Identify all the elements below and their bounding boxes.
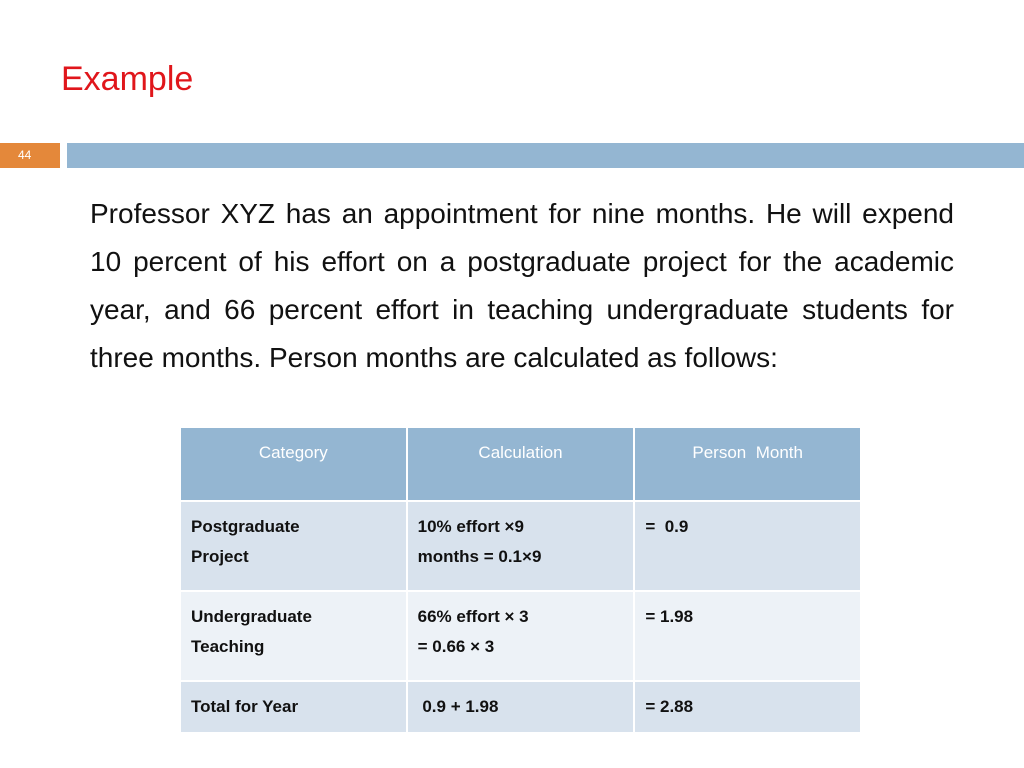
slide-title: Example (61, 60, 194, 98)
column-header-category: Category (180, 427, 407, 501)
category-line: Postgraduate (191, 517, 300, 536)
body-paragraph: Professor XYZ has an appointment for nine months. He will expend 10 percent of his effort on a postgraduate project for the academic year, and 66 percent effort in teaching undergraduate students for three months. Person months are calculated as follows: (90, 198, 954, 373)
person-month-value: = 2.88 (645, 697, 694, 716)
category-line: Teaching (191, 637, 265, 656)
calculation-line: = 0.66 × 3 (417, 637, 495, 656)
calculation-line: 66% effort × 3 (417, 607, 529, 626)
calculation-cell (407, 591, 635, 681)
calculation-line: 10% effort ×9 (417, 517, 524, 536)
table-row (180, 591, 861, 681)
table-header-row (180, 427, 861, 501)
category-cell (180, 681, 407, 733)
person-month-value: = 0.9 (645, 517, 689, 536)
table-row (180, 681, 861, 733)
calculation-cell (407, 681, 635, 733)
slide-number: 44 (0, 143, 60, 168)
table-row (180, 501, 861, 591)
calculation-line: months = 0.1×9 (417, 547, 542, 566)
category-cell (180, 501, 407, 591)
person-month-cell (634, 501, 861, 591)
category-line: Undergraduate (191, 607, 312, 626)
category-line: Project (191, 547, 249, 566)
person-month-cell (634, 591, 861, 681)
person-month-cell (634, 681, 861, 733)
column-header-person-month: Person Month (634, 427, 861, 501)
calculation-cell (407, 501, 635, 591)
column-header-calculation: Calculation (407, 427, 635, 501)
category-line: Total for Year (191, 697, 299, 716)
category-cell (180, 591, 407, 681)
person-months-table (179, 426, 862, 734)
person-month-value: = 1.98 (645, 607, 694, 626)
header-bar (67, 143, 1024, 168)
calculation-line: 0.9 + 1.98 (417, 697, 499, 716)
